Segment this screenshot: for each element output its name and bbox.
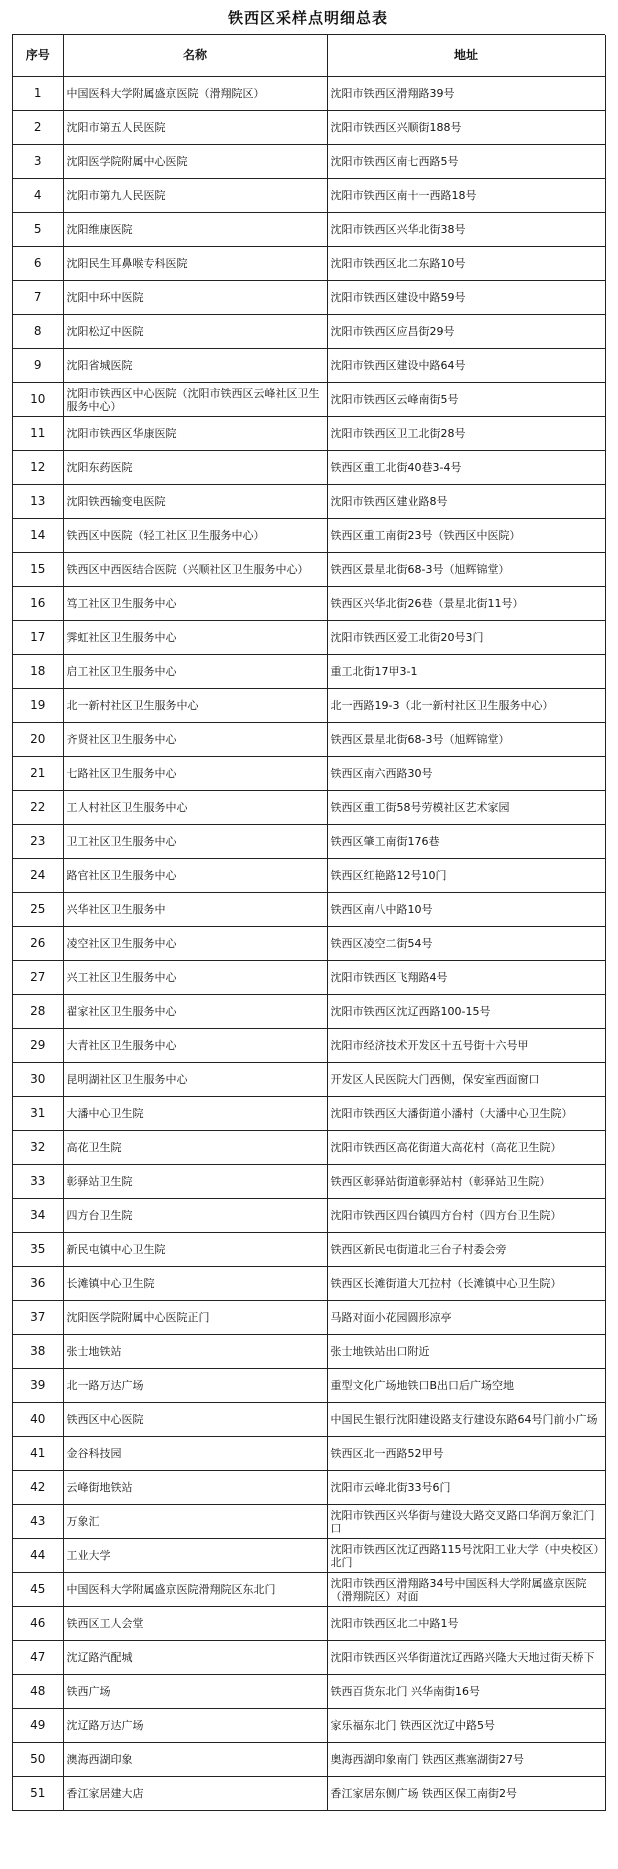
cell-name: 长滩镇中心卫生院 [63, 1267, 327, 1301]
cell-address: 中国民生银行沈阳建设路支行建设东路64号门前小广场 [327, 1403, 605, 1437]
table-row [13, 791, 605, 825]
cell-name: 万象汇 [63, 1505, 327, 1539]
cell-address: 铁西区肇工南街176巷 [327, 825, 605, 859]
cell-address: 铁西区长滩街道大兀拉村（长滩镇中心卫生院） [327, 1267, 605, 1301]
cell-index: 26 [13, 927, 63, 961]
cell-name: 铁西区工人会堂 [63, 1607, 327, 1641]
table-row [13, 145, 605, 179]
table-row [13, 349, 605, 383]
table-row [13, 893, 605, 927]
table-row [13, 383, 605, 417]
table-row [13, 315, 605, 349]
cell-address: 沈阳市铁西区北二中路1号 [327, 1607, 605, 1641]
cell-address: 沈阳市铁西区建业路8号 [327, 485, 605, 519]
cell-name: 张士地铁站 [63, 1335, 327, 1369]
table-row [13, 1335, 605, 1369]
cell-name: 路官社区卫生服务中心 [63, 859, 327, 893]
cell-name: 铁西区中医院（轻工社区卫生服务中心） [63, 519, 327, 553]
cell-index: 48 [13, 1675, 63, 1709]
table-row [13, 1199, 605, 1233]
cell-name: 沈阳市铁西区华康医院 [63, 417, 327, 451]
cell-name: 沈阳省城医院 [63, 349, 327, 383]
table-body [13, 77, 605, 1811]
cell-name: 卫工社区卫生服务中心 [63, 825, 327, 859]
cell-name: 高花卫生院 [63, 1131, 327, 1165]
table-row [13, 1505, 605, 1539]
table-row [13, 1471, 605, 1505]
cell-index: 5 [13, 213, 63, 247]
cell-address: 沈阳市铁西区南十一西路18号 [327, 179, 605, 213]
cell-name: 沈阳市第五人民医院 [63, 111, 327, 145]
cell-index: 31 [13, 1097, 63, 1131]
cell-name: 金谷科技园 [63, 1437, 327, 1471]
cell-name: 沈阳东药医院 [63, 451, 327, 485]
table-row [13, 1743, 605, 1777]
table-row [13, 1539, 605, 1573]
cell-index: 15 [13, 553, 63, 587]
cell-address: 开发区人民医院大门西侧，保安室西面窗口 [327, 1063, 605, 1097]
cell-name: 大潘中心卫生院 [63, 1097, 327, 1131]
cell-address: 沈阳市铁西区兴华街道沈辽西路兴隆大天地过街天桥下 [327, 1641, 605, 1675]
cell-address: 沈阳市铁西区应昌街29号 [327, 315, 605, 349]
cell-index: 46 [13, 1607, 63, 1641]
cell-index: 50 [13, 1743, 63, 1777]
table-row [13, 179, 605, 213]
cell-index: 1 [13, 77, 63, 111]
cell-name: 沈阳维康医院 [63, 213, 327, 247]
cell-name: 工人村社区卫生服务中心 [63, 791, 327, 825]
cell-address: 铁西区重工南街23号（铁西区中医院） [327, 519, 605, 553]
table-row [13, 1233, 605, 1267]
table-row [13, 1403, 605, 1437]
cell-address: 沈阳市铁西区沈辽西路115号沈阳工业大学（中央校区）北门 [327, 1539, 605, 1573]
cell-address: 铁西区红艳路12号10门 [327, 859, 605, 893]
cell-name: 铁西区中心医院 [63, 1403, 327, 1437]
table-title: 铁西区采样点明细总表 [227, 8, 388, 27]
table-row [13, 587, 605, 621]
sampling-points-table-frame [12, 34, 605, 1811]
cell-name: 沈阳医学院附属中心医院正门 [63, 1301, 327, 1335]
cell-address: 铁西区景星北街68-3号（旭辉锦堂） [327, 553, 605, 587]
cell-index: 9 [13, 349, 63, 383]
table-row [13, 281, 605, 315]
table-row [13, 689, 605, 723]
cell-address: 沈阳市经济技术开发区十五号街十六号甲 [327, 1029, 605, 1063]
cell-address: 铁西区兴华北街26巷（景星北街11号） [327, 587, 605, 621]
cell-address: 铁西区南六西路30号 [327, 757, 605, 791]
cell-address: 铁西区南八中路10号 [327, 893, 605, 927]
cell-index: 30 [13, 1063, 63, 1097]
cell-index: 49 [13, 1709, 63, 1743]
cell-address: 铁西区彰驿站街道彰驿站村（彰驿站卫生院） [327, 1165, 605, 1199]
cell-index: 14 [13, 519, 63, 553]
cell-address: 沈阳市铁西区飞翔路4号 [327, 961, 605, 995]
table-row [13, 417, 605, 451]
cell-address: 北一西路19-3（北一新村社区卫生服务中心） [327, 689, 605, 723]
cell-address: 沈阳市铁西区兴华街与建设大路交叉路口华润万象汇门口 [327, 1505, 605, 1539]
cell-index: 39 [13, 1369, 63, 1403]
cell-name: 沈阳市第九人民医院 [63, 179, 327, 213]
cell-index: 25 [13, 893, 63, 927]
table-header-row [13, 35, 605, 77]
table-row [13, 485, 605, 519]
cell-index: 34 [13, 1199, 63, 1233]
cell-name: 沈阳医学院附属中心医院 [63, 145, 327, 179]
column-header-address: 地址 [327, 35, 605, 77]
table-row [13, 1573, 605, 1607]
cell-index: 42 [13, 1471, 63, 1505]
cell-name: 中国医科大学附属盛京医院（滑翔院区） [63, 77, 327, 111]
table-row [13, 621, 605, 655]
table-row [13, 1097, 605, 1131]
table-row [13, 77, 605, 111]
cell-address: 铁西区重工北街40巷3-4号 [327, 451, 605, 485]
cell-address: 马路对面小花园圆形凉亭 [327, 1301, 605, 1335]
cell-index: 8 [13, 315, 63, 349]
cell-address: 铁西区新民屯街道北三台子村委会旁 [327, 1233, 605, 1267]
table-row [13, 995, 605, 1029]
cell-address: 沈阳市铁西区云峰南街5号 [327, 383, 605, 417]
cell-name: 兴工社区卫生服务中心 [63, 961, 327, 995]
cell-index: 13 [13, 485, 63, 519]
cell-name: 启工社区卫生服务中心 [63, 655, 327, 689]
cell-index: 23 [13, 825, 63, 859]
cell-name: 工业大学 [63, 1539, 327, 1573]
table-row [13, 1029, 605, 1063]
cell-index: 24 [13, 859, 63, 893]
cell-index: 3 [13, 145, 63, 179]
cell-name: 沈阳铁西输变电医院 [63, 485, 327, 519]
table-row [13, 757, 605, 791]
cell-name: 中国医科大学附属盛京医院滑翔院区东北门 [63, 1573, 327, 1607]
cell-name: 大青社区卫生服务中心 [63, 1029, 327, 1063]
cell-name: 北一路万达广场 [63, 1369, 327, 1403]
sampling-points-table [13, 35, 606, 1811]
cell-index: 29 [13, 1029, 63, 1063]
table-row [13, 1131, 605, 1165]
cell-address: 铁西区北一西路52甲号 [327, 1437, 605, 1471]
cell-address: 家乐福东北门 铁西区沈辽中路5号 [327, 1709, 605, 1743]
table-row [13, 1675, 605, 1709]
table-row [13, 825, 605, 859]
cell-index: 20 [13, 723, 63, 757]
cell-index: 12 [13, 451, 63, 485]
cell-name: 铁西广场 [63, 1675, 327, 1709]
cell-index: 27 [13, 961, 63, 995]
cell-index: 6 [13, 247, 63, 281]
cell-address: 重工北街17甲3-1 [327, 655, 605, 689]
table-row [13, 1369, 605, 1403]
cell-name: 沈辽路万达广场 [63, 1709, 327, 1743]
cell-index: 4 [13, 179, 63, 213]
cell-index: 16 [13, 587, 63, 621]
table-row [13, 961, 605, 995]
cell-address: 沈阳市铁西区爱工北街20号3门 [327, 621, 605, 655]
cell-name: 彰驿站卫生院 [63, 1165, 327, 1199]
cell-name: 云峰街地铁站 [63, 1471, 327, 1505]
cell-address: 沈阳市铁西区建设中路59号 [327, 281, 605, 315]
cell-index: 36 [13, 1267, 63, 1301]
cell-index: 38 [13, 1335, 63, 1369]
cell-index: 33 [13, 1165, 63, 1199]
cell-index: 28 [13, 995, 63, 1029]
table-row [13, 111, 605, 145]
column-header-name: 名称 [63, 35, 327, 77]
table-row [13, 1267, 605, 1301]
cell-index: 18 [13, 655, 63, 689]
cell-index: 19 [13, 689, 63, 723]
cell-name: 香江家居建大店 [63, 1777, 327, 1811]
cell-address: 沈阳市铁西区卫工北街28号 [327, 417, 605, 451]
cell-address: 沈阳市铁西区南七西路5号 [327, 145, 605, 179]
cell-name: 沈阳中环中医院 [63, 281, 327, 315]
cell-address: 铁西区景星北街68-3号（旭辉锦堂） [327, 723, 605, 757]
table-row [13, 859, 605, 893]
table-row [13, 1437, 605, 1471]
table-row [13, 213, 605, 247]
cell-index: 43 [13, 1505, 63, 1539]
cell-index: 51 [13, 1777, 63, 1811]
cell-index: 17 [13, 621, 63, 655]
table-row [13, 723, 605, 757]
cell-index: 45 [13, 1573, 63, 1607]
table-row [13, 247, 605, 281]
cell-name: 澳海西湖印象 [63, 1743, 327, 1777]
table-row [13, 1607, 605, 1641]
cell-name: 四方台卫生院 [63, 1199, 327, 1233]
table-row [13, 1063, 605, 1097]
cell-address: 沈阳市铁西区四台镇四方台村（四方台卫生院） [327, 1199, 605, 1233]
cell-address: 沈阳市铁西区沈辽西路100-15号 [327, 995, 605, 1029]
table-row [13, 1165, 605, 1199]
cell-name: 沈辽路汽配城 [63, 1641, 327, 1675]
cell-address: 张士地铁站出口附近 [327, 1335, 605, 1369]
cell-index: 11 [13, 417, 63, 451]
cell-address: 沈阳市铁西区滑翔路34号中国医科大学附属盛京医院（滑翔院区）对面 [327, 1573, 605, 1607]
table-row [13, 1641, 605, 1675]
cell-index: 7 [13, 281, 63, 315]
cell-address: 沈阳市铁西区兴华北街38号 [327, 213, 605, 247]
cell-address: 重型文化广场地铁口B出口后广场空地 [327, 1369, 605, 1403]
cell-address: 沈阳市铁西区建设中路64号 [327, 349, 605, 383]
cell-name: 笃工社区卫生服务中心 [63, 587, 327, 621]
cell-name: 七路社区卫生服务中心 [63, 757, 327, 791]
cell-name: 新民屯镇中心卫生院 [63, 1233, 327, 1267]
cell-address: 香江家居东侧广场 铁西区保工南街2号 [327, 1777, 605, 1811]
cell-index: 41 [13, 1437, 63, 1471]
cell-address: 铁西区凌空二街54号 [327, 927, 605, 961]
cell-index: 37 [13, 1301, 63, 1335]
cell-name: 齐贤社区卫生服务中心 [63, 723, 327, 757]
cell-address: 沈阳市铁西区大潘街道小潘村（大潘中心卫生院） [327, 1097, 605, 1131]
cell-address: 铁西百货东北门 兴华南街16号 [327, 1675, 605, 1709]
cell-name: 沈阳民生耳鼻喉专科医院 [63, 247, 327, 281]
cell-name: 北一新村社区卫生服务中心 [63, 689, 327, 723]
cell-index: 47 [13, 1641, 63, 1675]
table-row [13, 927, 605, 961]
cell-name: 沈阳市铁西区中心医院（沈阳市铁西区云峰社区卫生服务中心） [63, 383, 327, 417]
column-header-index: 序号 [13, 35, 63, 77]
cell-address: 沈阳市云峰北街33号6门 [327, 1471, 605, 1505]
cell-name: 兴华社区卫生服务中 [63, 893, 327, 927]
table-row [13, 553, 605, 587]
table-row [13, 519, 605, 553]
cell-index: 10 [13, 383, 63, 417]
cell-index: 44 [13, 1539, 63, 1573]
cell-index: 2 [13, 111, 63, 145]
cell-index: 32 [13, 1131, 63, 1165]
cell-address: 沈阳市铁西区北二东路10号 [327, 247, 605, 281]
table-row [13, 1777, 605, 1811]
cell-address: 沈阳市铁西区高花街道大高花村（高花卫生院） [327, 1131, 605, 1165]
table-row [13, 655, 605, 689]
cell-name: 沈阳松辽中医院 [63, 315, 327, 349]
cell-address: 铁西区重工街58号劳模社区艺术家园 [327, 791, 605, 825]
cell-name: 凌空社区卫生服务中心 [63, 927, 327, 961]
table-row [13, 1301, 605, 1335]
cell-name: 铁西区中西医结合医院（兴顺社区卫生服务中心） [63, 553, 327, 587]
cell-index: 22 [13, 791, 63, 825]
cell-address: 沈阳市铁西区兴顺街188号 [327, 111, 605, 145]
cell-index: 40 [13, 1403, 63, 1437]
table-row [13, 1709, 605, 1743]
table-row [13, 451, 605, 485]
cell-name: 翟家社区卫生服务中心 [63, 995, 327, 1029]
cell-address: 奥海西湖印象南门 铁西区燕塞湖街27号 [327, 1743, 605, 1777]
cell-index: 21 [13, 757, 63, 791]
cell-name: 昆明湖社区卫生服务中心 [63, 1063, 327, 1097]
cell-index: 35 [13, 1233, 63, 1267]
cell-address: 沈阳市铁西区滑翔路39号 [327, 77, 605, 111]
cell-name: 霁虹社区卫生服务中心 [63, 621, 327, 655]
